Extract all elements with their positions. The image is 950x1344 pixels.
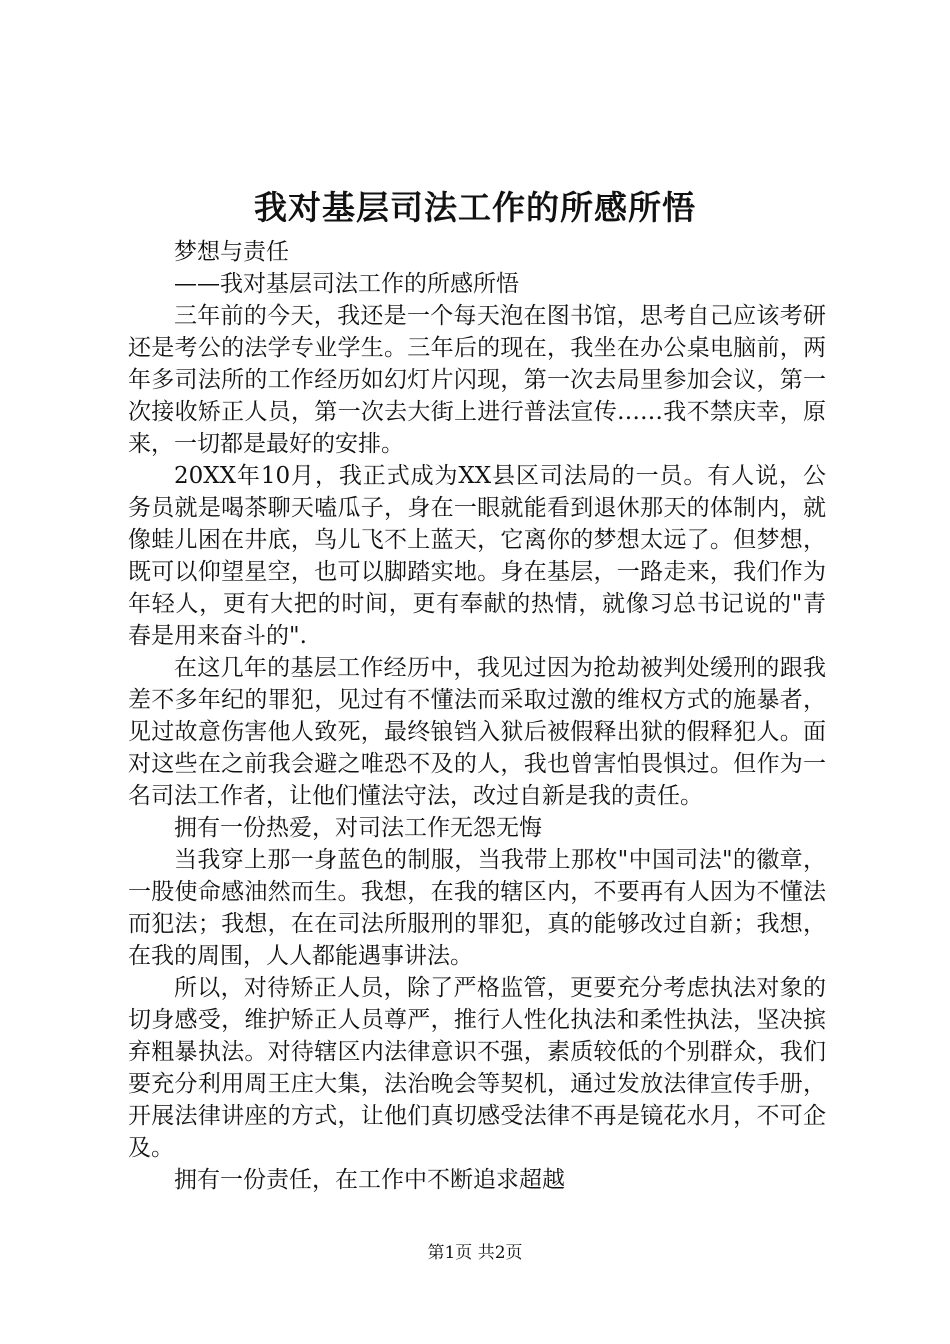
paragraph: 当我穿上那一身蓝色的制服，当我带上那枚"中国司法"的徽章，一股使命感油然而生。我想，在我的辖区内，不要再有人因为不懂法而犯法；我想，在在司法所服刑的罪犯，真的能够改过自新；我想，在我的周围，人人都能遇事讲法。 [128,847,826,969]
paragraph: 三年前的今天，我还是一个每天泡在图书馆，思考自己应该考研还是考公的法学专业学生。三年后的现在，我坐在办公桌电脑前，两年多司法所的工作经历如幻灯片闪现，第一次去局里参加会议，第一次接收矫正人员，第一次去大街上进行普法宣传……我不禁庆幸，原来，一切都是最好的安排。 [128,303,826,457]
subtitle-2: ——我对基层司法工作的所感所悟 [174,271,519,297]
document-title: 我对基层司法工作的所感所悟 [254,188,696,227]
section-heading: 拥有一份责任，在工作中不断追求超越 [174,1167,565,1193]
section-heading: 拥有一份热爱，对司法工作无怨无悔 [174,815,542,841]
subtitle-1: 梦想与责任 [174,239,289,265]
paragraph: 所以，对待矫正人员，除了严格监管，更要充分考虑执法对象的切身感受，维护矫正人员尊严，推行人性化执法和柔性执法，坚决摈弃粗暴执法。对待辖区内法律意识不强，素质较低的个别群众，我们要充分利用周王庄大集，法治晚会等契机，通过发放法律宣传手册，开展法律讲座的方式，让他们真切感受法律不再是镜花水月，不可企及。 [128,975,826,1161]
document-body [128,236,826,1196]
page-footer: 第1页 共2页 [427,1243,523,1263]
paragraph: 在这几年的基层工作经历中，我见过因为抢劫被判处缓刑的跟我差不多年纪的罪犯，见过有不懂法而采取过激的维权方式的施暴者，见过故意伤害他人致死，最终锒铛入狱后被假释出狱的假释犯人。面对这些在之前我会避之唯恐不及的人，我也曾害怕畏惧过。但作为一名司法工作者，让他们懂法守法，改过自新是我的责任。 [128,655,826,809]
paragraph: 20XX年10月，我正式成为XX县区司法局的一员。有人说，公务员就是喝茶聊天嗑瓜子，身在一眼就能看到退休那天的体制内，就像蛙儿困在井底，鸟儿飞不上蓝天，它离你的梦想太远了。但梦想，既可以仰望星空，也可以脚踏实地。身在基层，一路走来，我们作为年轻人，更有大把的时间，更有奉献的热情，就像习总书记说的"青春是用来奋斗的". [128,463,826,649]
